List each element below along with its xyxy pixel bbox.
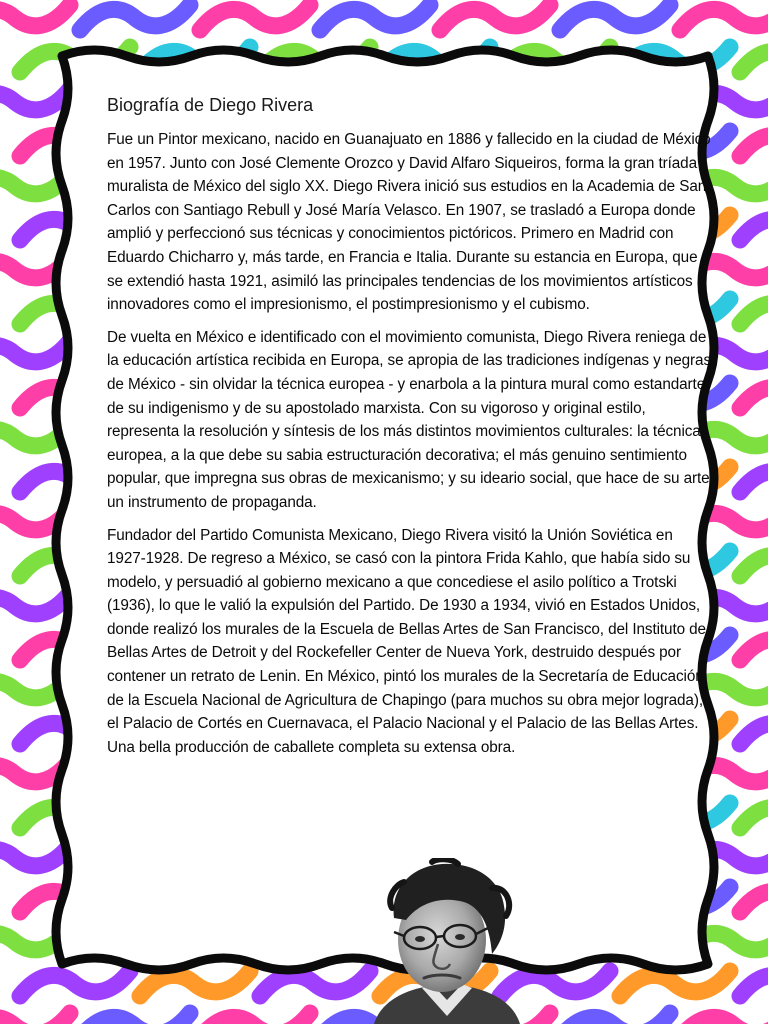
biography-content — [107, 92, 715, 768]
paragraph-early-life: Fue un Pintor mexicano, nacido en Guanajuato en 1886 y fallecido en la ciudad de México en 1957. Junto con José Clemente Orozco y David Alfaro Siqueiros, forma la gran tríada muralista de México del siglo XX. Diego Rivera inició sus estudios en la Academia de San Carlos con Santiago Rebull y José María Velasco. En 1907, se trasladó a Europa donde amplió y perfeccionó sus técnicas y conocimientos pictóricos. Primero en Madrid con Eduardo Chicharro y, más tarde, en Francia e Italia. Durante su estancia en Europa, que se extendió hasta 1921, asimiló las principales tendencias de los movimientos artísticos innovadores como el impresionismo, el postimpresionismo y el cubismo. — [107, 131, 711, 314]
page-title: Biografía de Diego Rivera — [107, 95, 314, 115]
paragraph-muralism: De vuelta en México e identificado con el movimiento comunista, Diego Rivera reniega de la educación artística recibida en Europa, se apropia de las tradiciones indígenas y negras de México - sin olvidar la técnica europea - y enarbola a la pintura mural como estandarte de su indigenismo y de su apostolado marxista. Con su vigoroso y original estilo, representa la resolución y síntesis de los más distintos movimientos culturales: la técnica europea, a la que debe su sabia estructuración decorativa; el más genuino sentimiento popular, que impregna sus obras de mexicanismo; y su ideario social, que hace de su arte un instrumento de propaganda. — [107, 328, 712, 511]
paragraph-later-life: Fundador del Partido Comunista Mexicano, Diego Rivera visitó la Unión Soviética en 1927-1928. De regreso a México, se casó con la pintora Frida Kahlo, que había sido su modelo, y persuadió al gobierno mexicano a que concediese el asilo político a Trotski (1936), lo que le valió la expulsión del Partido. De 1930 a 1934, vivió en Estados Unidos, donde realizó los murales de la Escuela de Bellas Artes de San Francisco, del Instituto de Bellas Artes de Detroit y del Rockefeller Center de Nueva York, destruido después por contener un retrato de Lenin. En México, pintó los murales de la Secretaría de Educación, de la Escuela Nacional de Agricultura de Chapingo (para muchos su obra mejor lograda), el Palacio de Cortés en Cuernavaca, el Palacio Nacional y el Palacio de las Bellas Artes. Una bella producción de caballete completa su extensa obra. — [107, 526, 708, 756]
diego-rivera-portrait — [372, 858, 522, 1024]
